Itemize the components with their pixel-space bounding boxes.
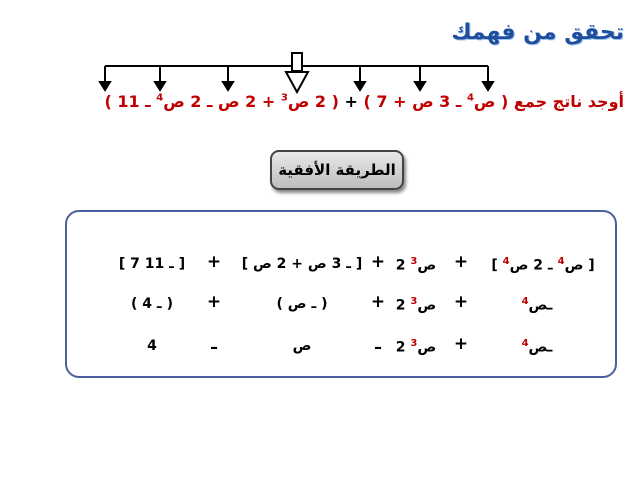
term-connector-diagram (0, 0, 638, 100)
problem-open-2: ( 2 ص (287, 92, 339, 111)
row2-op2: + (370, 292, 386, 312)
problem-statement (104, 92, 624, 111)
row2-op3: + (206, 292, 222, 312)
problem-open: ( (501, 92, 509, 111)
row1-op3: + (206, 252, 222, 272)
row1-col3: [ ـ 3 ص + 2 ص ] (241, 256, 363, 272)
problem-exp-1: 4 (466, 92, 474, 104)
row2-col2: ص$^3$ 2 (395, 296, 437, 314)
row3-op1: + (453, 334, 469, 354)
problem-plus: + (344, 92, 358, 111)
row1-col2: ص$^3$ 2 (395, 256, 437, 274)
problem-exp-3: 3 (280, 92, 288, 104)
row2-col3: ( ـ ص ) (276, 296, 328, 312)
problem-term-5: ـ 11 ) (104, 92, 151, 111)
page-title: تحقق من فهمك (451, 20, 624, 45)
problem-term-4: + 2 ص ـ 2 ص (163, 92, 276, 111)
row3-col2: ص$^3$ 2 (395, 338, 437, 356)
row1-op1: + (453, 252, 469, 272)
row3-op2: ـ (375, 334, 381, 354)
row2-col4: ( ـ 4 ) (131, 296, 173, 312)
solution-panel (65, 210, 617, 378)
problem-exp-4: 4 (156, 92, 164, 104)
row3-col1: ـص$^4$ (521, 338, 553, 356)
row1-col4: [ ـ 11 7 ] (118, 256, 186, 272)
method-label: الطريقة الأفقية (270, 150, 404, 190)
row3-op3: ـ (211, 334, 217, 354)
row2-col1: ـص$^4$ (521, 296, 553, 314)
row1-col1: [ ص$^4$ ـ 2 ص$^4$ ] (491, 256, 595, 274)
row1-op2: + (370, 252, 386, 272)
hollow-arrow-icon (286, 52, 308, 92)
row3-col3: ص (292, 338, 312, 354)
row2-op1: + (453, 292, 469, 312)
problem-prefix: أوجد ناتج جمع (513, 92, 624, 111)
problem-term-2: ـ 3 ص + 7 ) (363, 92, 462, 111)
row3-col4: 4 (147, 338, 157, 354)
problem-term-1: ص (473, 92, 496, 111)
